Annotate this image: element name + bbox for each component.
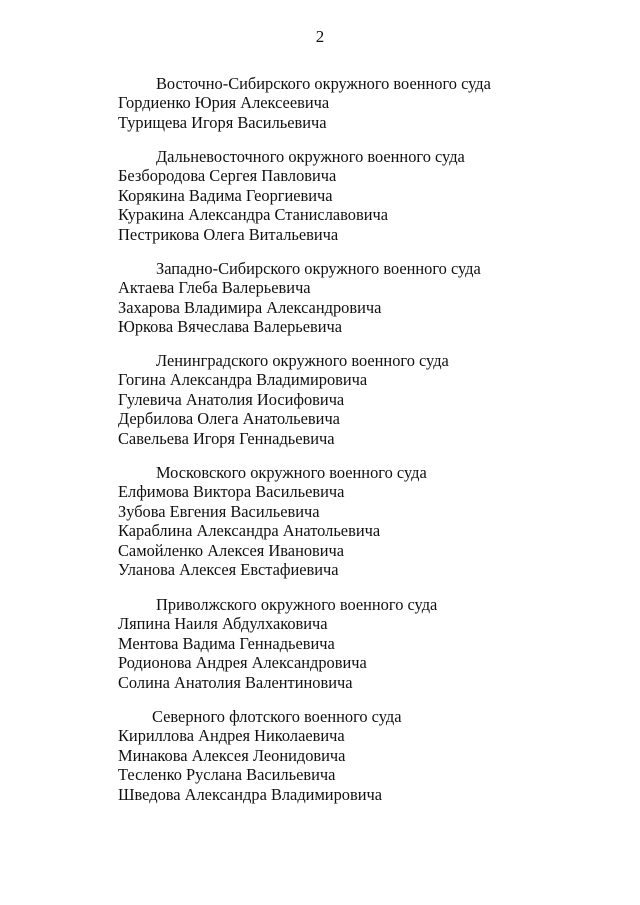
section-title: Московского окружного военного суда [156, 463, 427, 482]
judge-name: Гордиенко Юрия Алексеевича [118, 93, 330, 113]
judge-name: Уланова Алексея Евстафиевича [118, 560, 339, 580]
judge-name: Ляпина Наиля Абдулхаковича [118, 614, 328, 634]
section-title: Дальневосточного окружного военного суда [156, 147, 465, 166]
judge-name: Самойленко Алексея Ивановича [118, 540, 345, 560]
judge-name: Пестрикова Олега Витальевича [118, 224, 339, 244]
judge-name: Елфимова Виктора Васильевича [118, 482, 345, 502]
judge-name: Безбородова Сергея Павловича [118, 166, 337, 186]
judge-name: Турищева Игоря Васильевича [118, 112, 327, 132]
judge-name: Юркова Вячеслава Валерьевича [118, 317, 343, 337]
judge-name: Шведова Александра Владимировича [118, 784, 383, 804]
section-title: Восточно-Сибирского окружного военного суда [156, 74, 491, 93]
judge-name: Куракина Александра Станиславовича [118, 205, 388, 225]
section-title: Ленинградского окружного военного суда [156, 351, 449, 370]
judge-name: Кириллова Андрея Николаевича [118, 726, 345, 746]
judge-name: Гогина Александра Владимировича [118, 370, 368, 390]
judge-name: Тесленко Руслана Васильевича [118, 765, 336, 785]
court-section-west-siberian [118, 259, 598, 337]
section-title: Северного флотского военного суда [152, 707, 402, 726]
judge-name: Актаева Глеба Валерьевича [118, 278, 311, 298]
judge-name: Гулевича Анатолия Иосифовича [118, 389, 345, 409]
judge-name: Караблина Александра Анатольевича [118, 521, 381, 541]
judge-name: Минакова Алексея Леонидовича [118, 745, 346, 765]
court-section-east-siberian [118, 74, 598, 132]
judge-name: Савельева Игоря Геннадьевича [118, 428, 335, 448]
court-section-leningrad [118, 351, 598, 448]
judge-name: Ментова Вадима Геннадьевича [118, 633, 335, 653]
judge-name: Дербилова Олега Анатольевича [118, 409, 340, 429]
court-section-moscow [118, 463, 598, 579]
judge-name: Солина Анатолия Валентиновича [118, 672, 353, 692]
court-section-northern-fleet [118, 707, 598, 804]
court-section-far-eastern [118, 147, 598, 244]
section-title: Западно-Сибирского окружного военного суда [156, 259, 481, 278]
judge-name: Корякина Вадима Георгиевича [118, 185, 333, 205]
judge-name: Зубова Евгения Васильевича [118, 501, 320, 521]
court-section-volga [118, 595, 598, 692]
section-title: Приволжского окружного военного суда [156, 595, 438, 614]
page-number: 2 [315, 27, 325, 46]
judge-name: Родионова Андрея Александровича [118, 653, 367, 673]
judge-name: Захарова Владимира Александровича [118, 297, 382, 317]
